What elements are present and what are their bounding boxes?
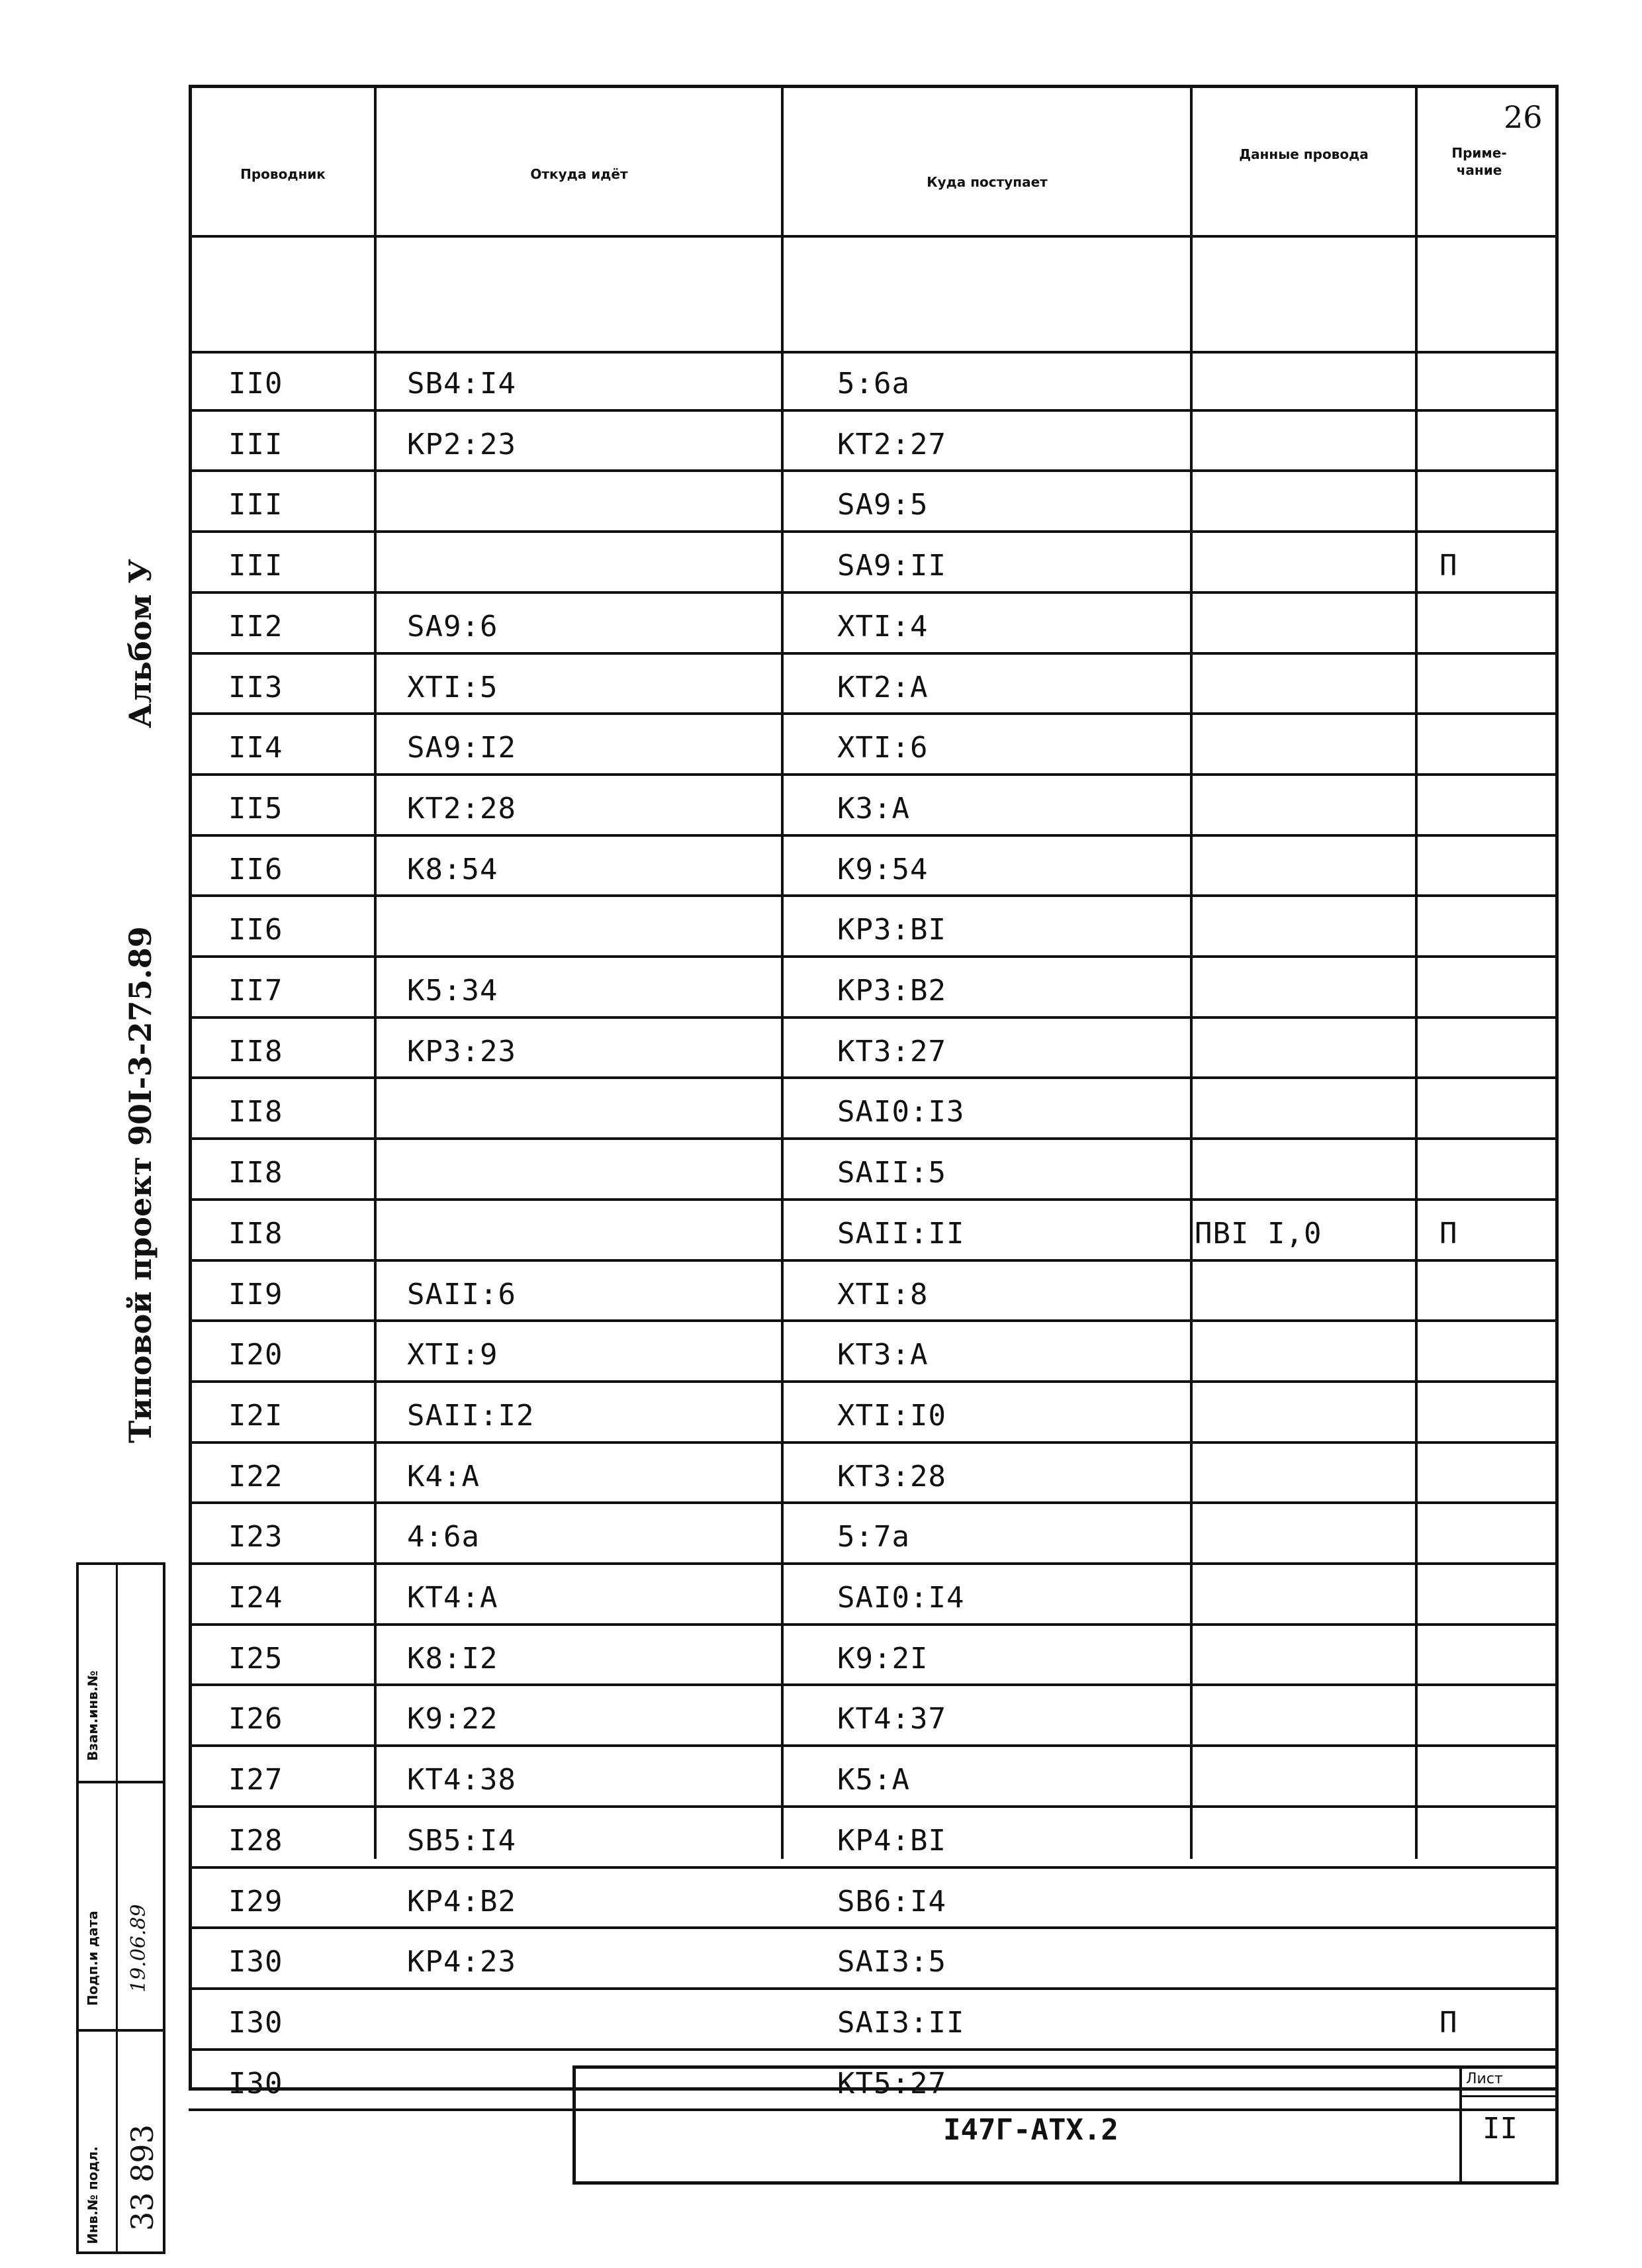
table-cell-from: SA9:6 xyxy=(407,609,498,643)
table-cell-to: 5:6a xyxy=(837,367,910,401)
document-code: I47Г-АТХ.2 xyxy=(943,2113,1118,2147)
table-cell-to: XTI:I0 xyxy=(837,1398,946,1433)
table-cell-note: П xyxy=(1439,2005,1458,2040)
stamp-sign-date: 19.06.89 xyxy=(127,1904,150,1993)
row-divider xyxy=(189,955,1559,958)
table-cell-to: KT5:27 xyxy=(837,2066,946,2101)
row-divider xyxy=(189,2048,1559,2051)
table-cell-wire: II2 xyxy=(228,609,283,643)
table-cell-wire: I23 xyxy=(228,1520,283,1554)
row-divider xyxy=(189,1866,1559,1869)
stamp-sign-label: Подп.и дата xyxy=(85,1911,101,2006)
table-cell-wire: I2I xyxy=(228,1398,283,1433)
table-cell-to: XTI:8 xyxy=(837,1277,929,1311)
row-divider xyxy=(189,1926,1559,1929)
row-divider xyxy=(189,1441,1559,1444)
table-cell-wire: I26 xyxy=(228,1702,283,1736)
table-cell-from: 4:6a xyxy=(407,1520,480,1554)
row-divider xyxy=(189,773,1559,776)
stamp-divider xyxy=(76,2029,165,2032)
row-divider xyxy=(189,894,1559,897)
table-cell-wire: I22 xyxy=(228,1459,283,1493)
table-cell-wire: III xyxy=(228,427,283,461)
title-divider xyxy=(1459,2065,1462,2185)
row-divider xyxy=(189,1380,1559,1383)
stamp-inv-label: Инв.№ подл. xyxy=(85,2146,101,2244)
table-cell-from: KT2:28 xyxy=(407,791,516,826)
table-cell-to: SAI0:I3 xyxy=(837,1095,965,1129)
table-cell-wire: III xyxy=(228,488,283,522)
table-cell-from: K5:34 xyxy=(407,974,498,1008)
table-cell-from: SB5:I4 xyxy=(407,1823,516,1858)
table-cell-wire: II8 xyxy=(228,1034,283,1068)
table-cell-wire: II3 xyxy=(228,670,283,704)
album-label: Альбом У xyxy=(122,559,158,728)
stamp-divider xyxy=(76,1781,165,1783)
table-cell-wire: II6 xyxy=(228,913,283,947)
table-cell-wire: I29 xyxy=(228,1884,283,1918)
row-divider xyxy=(189,1198,1559,1201)
row-divider xyxy=(189,652,1559,655)
stamp-inv-value: 33 893 xyxy=(124,2124,160,2231)
row-divider xyxy=(189,530,1559,533)
table-cell-to: 5:7a xyxy=(837,1520,910,1554)
row-divider xyxy=(189,1501,1559,1504)
table-cell-from: KT4:A xyxy=(407,1581,498,1615)
table-cell-wire: II5 xyxy=(228,791,283,826)
row-divider xyxy=(189,1076,1559,1079)
table-cell-to: K5:A xyxy=(837,1763,910,1797)
table-cell-to: XTI:4 xyxy=(837,609,929,643)
page-number: 26 xyxy=(1504,99,1543,135)
row-divider xyxy=(189,1623,1559,1626)
table-cell-note: П xyxy=(1439,549,1458,583)
table-cell-to: KT3:27 xyxy=(837,1034,946,1068)
project-label: Типовой проект 90I-3-275.89 xyxy=(122,926,158,1443)
table-cell-to: SAII:II xyxy=(837,1216,965,1251)
header-data: Данные провода xyxy=(1239,146,1369,162)
table-cell-from: SB4:I4 xyxy=(407,367,516,401)
table-cell-wire: I30 xyxy=(228,1945,283,1979)
row-divider xyxy=(189,1137,1559,1140)
table-cell-wire: II8 xyxy=(228,1095,283,1129)
stamp-replace-label: Взам.инв.№ xyxy=(85,1670,101,1761)
header-to: Куда поступает xyxy=(927,174,1048,190)
row-divider xyxy=(189,834,1559,837)
table-cell-data: ПВI I,0 xyxy=(1195,1216,1322,1251)
header-divider xyxy=(189,351,1559,354)
table-cell-from: SAII:I2 xyxy=(407,1398,535,1433)
row-divider xyxy=(189,1805,1559,1808)
table-cell-to: SA9:5 xyxy=(837,488,929,522)
title-divider xyxy=(1459,2095,1559,2097)
table-cell-to: K3:A xyxy=(837,791,910,826)
table-cell-from: SA9:I2 xyxy=(407,731,516,765)
table-cell-to: SAII:5 xyxy=(837,1156,946,1190)
table-cell-from: XTI:5 xyxy=(407,670,498,704)
table-cell-wire: II8 xyxy=(228,1156,283,1190)
table-cell-wire: I30 xyxy=(228,2066,283,2101)
table-cell-from: K4:A xyxy=(407,1459,480,1493)
table-cell-to: XTI:6 xyxy=(837,731,929,765)
table-cell-to: KP4:BI xyxy=(837,1823,946,1858)
table-cell-note: П xyxy=(1439,1216,1458,1251)
row-divider xyxy=(189,469,1559,472)
header-note: Приме-чание xyxy=(1451,145,1507,178)
table-cell-wire: I20 xyxy=(228,1338,283,1372)
table-cell-to: K9:2I xyxy=(837,1641,929,1676)
row-divider xyxy=(189,1744,1559,1747)
table-cell-from: K9:22 xyxy=(407,1702,498,1736)
table-cell-from: KP2:23 xyxy=(407,427,516,461)
table-cell-to: KT2:27 xyxy=(837,427,946,461)
table-cell-to: KP3:BI xyxy=(837,913,946,947)
table-cell-to: KP3:B2 xyxy=(837,974,946,1008)
table-cell-from: K8:I2 xyxy=(407,1641,498,1676)
table-cell-wire: I30 xyxy=(228,2005,283,2040)
table-cell-wire: I24 xyxy=(228,1581,283,1615)
table-cell-to: SA9:II xyxy=(837,549,946,583)
header-from: Откуда идёт xyxy=(530,166,628,182)
table-cell-to: SAI3:II xyxy=(837,2005,965,2040)
table-cell-from: KP4:B2 xyxy=(407,1884,516,1918)
table-cell-wire: II4 xyxy=(228,731,283,765)
stamp-divider xyxy=(116,1562,118,2254)
row-divider xyxy=(189,409,1559,412)
row-divider xyxy=(189,1259,1559,1262)
table-cell-wire: II0 xyxy=(228,367,283,401)
table-cell-wire: I27 xyxy=(228,1763,283,1797)
header-wire: Проводник xyxy=(240,166,326,182)
row-divider xyxy=(189,1683,1559,1686)
row-divider xyxy=(189,1319,1559,1322)
table-cell-wire: III xyxy=(228,549,283,583)
table-cell-to: K9:54 xyxy=(837,852,929,886)
header-divider xyxy=(189,235,1559,238)
table-cell-to: KT3:A xyxy=(837,1338,929,1372)
table-cell-to: SAI0:I4 xyxy=(837,1581,965,1615)
sheet-number: II xyxy=(1482,2112,1518,2146)
table-cell-from: XTI:9 xyxy=(407,1338,498,1372)
row-divider xyxy=(189,712,1559,715)
table-cell-to: SAI3:5 xyxy=(837,1945,946,1979)
row-divider xyxy=(189,591,1559,594)
table-cell-from: KP4:23 xyxy=(407,1945,516,1979)
table-cell-wire: I28 xyxy=(228,1823,283,1858)
row-divider xyxy=(189,1987,1559,1990)
table-cell-from: KP3:23 xyxy=(407,1034,516,1068)
table-cell-wire: II8 xyxy=(228,1216,283,1251)
table-cell-wire: II9 xyxy=(228,1277,283,1311)
sheet-label: Лист xyxy=(1466,2071,1503,2087)
table-cell-to: SB6:I4 xyxy=(837,1884,946,1918)
table-cell-from: SAII:6 xyxy=(407,1277,516,1311)
table-cell-to: KT3:28 xyxy=(837,1459,946,1493)
table-cell-to: KT2:A xyxy=(837,670,929,704)
table-cell-from: KT4:38 xyxy=(407,1763,516,1797)
table-cell-from: K8:54 xyxy=(407,852,498,886)
table-cell-wire: II6 xyxy=(228,852,283,886)
table-cell-wire: II7 xyxy=(228,974,283,1008)
row-divider xyxy=(189,1562,1559,1565)
table-cell-wire: I25 xyxy=(228,1641,283,1676)
row-divider xyxy=(189,1016,1559,1019)
table-cell-to: KT4:37 xyxy=(837,1702,946,1736)
